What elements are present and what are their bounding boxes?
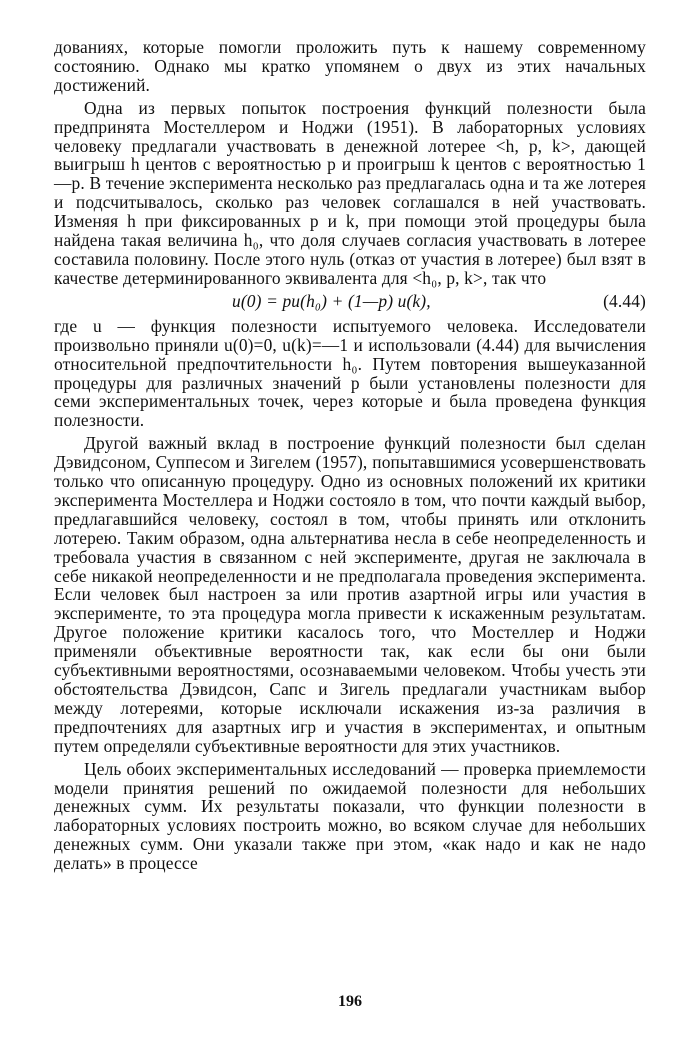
paragraph-davidson-suppes-siegel: Другой важный вклад в построение функций полезности был сделан Дэвидсоном, Суппесом и Зигелем (1957), попытавшимися усовершенствовать только что описанную процедуру. Одно из основных положений их критики эксперимента Мостеллера и Ноджи состояло в том, что почти каждый выбор, предлагавшийся человеку, состоял в том, чтобы принять или отклонить лотерею. Таким образом, одна альтернатива несла в себе неопределенность и требовала участия в связанном с ней эксперименте, другая не заключала в себе никакой неопределенности и не предполагала проведения эксперимента. Если человек был настроен за или против азартной игры или участия в эксперименте, то эта процедура могла привести к искаженным результатам. Другое положение критики касалось того, что Мостеллер и Ноджи применяли объективные вероятности так, как если бы они были субъективными вероятностями, осознаваемыми человеком. Чтобы учесть эти обстоятельства Дэвидсон, Сапс и Зигель предлагали участникам выбор между лотереями, которые исключали искажения из-за различия в предпочтениях для азартных игр и участия в экспериментах, и опытным путем определяли субъективные вероятности для этих участников. [54,433,646,756]
page-number: 196 [338,993,362,1010]
equation-4-44 [54,290,646,314]
page-text [54,38,646,873]
equation-formula: u(0) = pu(h₀) + (1—p) u(k), [232,290,431,311]
equation-number: (4.44) [603,290,646,311]
paragraph-utility-points: где u — функция полезности испытуемого человека. Исследователи произвольно приняли u(0)=0, u(k)=—1 и использовали (4.44) для вычисления относительной предпочтительности h₀. Путем повторения вышеуказанной процедуры для различных значений p были установлены полезности для семи экспериментальных точек, через которые и была проведена функция полезности. [54,315,646,431]
paragraph-experiment-goal: Цель обоих экспериментальных исследований — проверка приемлемости модели принятия решений по ожидаемой полезности для небольших денежных сумм. Их результаты показали, что функции полезности в лабораторных условиях построить можно, во всяком случае для небольших денежных сумм. Они указали также при этом, «как надо и как не надо делать» в процессе [54,758,646,874]
paragraph-continuation: дованиях, которые помогли проложить путь к нашему современному состоянию. Однако мы кратко упомянем о двух из этих начальных достижений. [54,37,646,95]
paragraph-mosteller-nogee: Одна из первых попыток построения функций полезности была предпринята Мостеллером и Ноджи (1951). В лабораторных условиях человеку предлагали участвовать в денежной лотерее <h, p, k>, дающей выигрыш h центов с вероятностью p и проигрыш k центов с вероятностью 1—p. В течение эксперимента несколько раз предлагалась одна и та же лотерея и подсчитывалось, сколько раз человек соглашался в ней участвовать. Изменяя h при фиксированных p и k, при помощи этой процедуры была найдена такая величина h₀, что доля случаев согласия участвовать в лотерее составила половину. После этого нуль (отказ от участия в лотерее) был взят в качестве детерминированного эквивалента для <h₀, p, k>, так что [54,97,646,288]
